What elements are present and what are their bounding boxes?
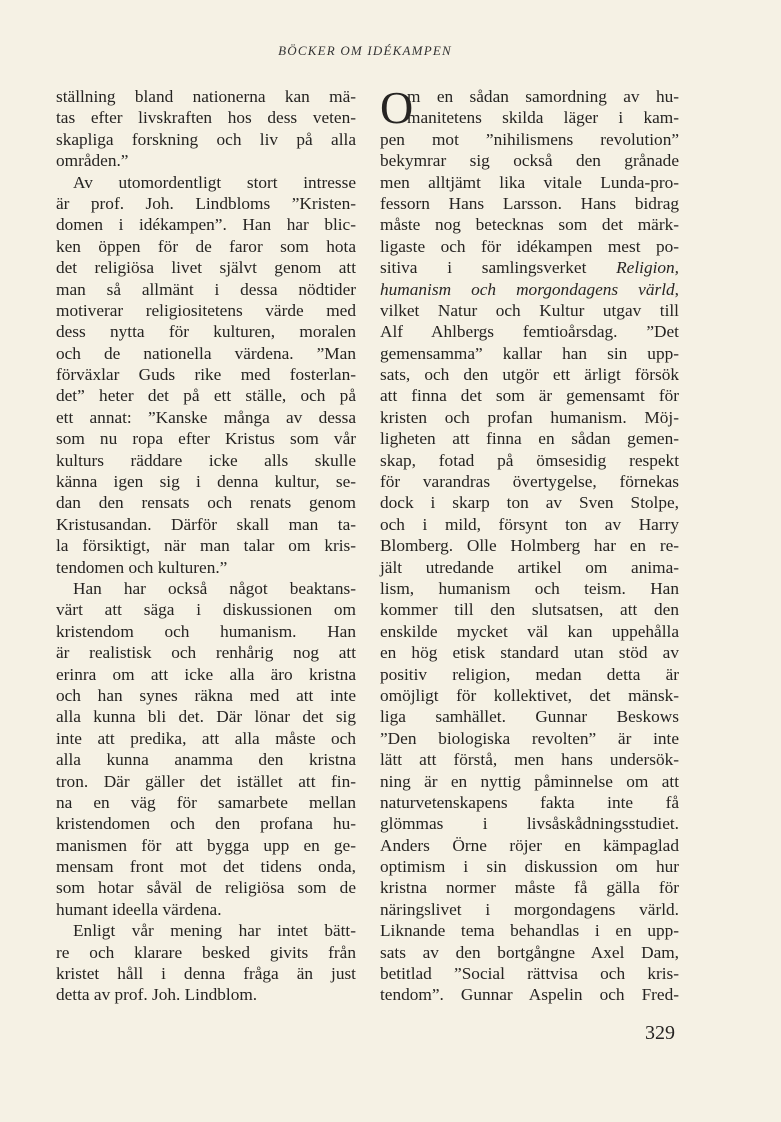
text-line: na en väg för samarbete mellan <box>56 792 356 812</box>
paragraph <box>380 82 679 1006</box>
paragraph <box>56 86 356 172</box>
text-line: ”Den biologiska revolten” är inte <box>380 728 679 748</box>
text-line: kristendom och humanism. Han <box>56 621 356 641</box>
text-line: måste nog betecknas som det märk- <box>380 215 679 235</box>
text-line: ning är en nyttig påminnelse om att <box>380 771 679 791</box>
text-line <box>380 279 679 300</box>
text-line: Liknande tema behandlas i en upp- <box>380 921 679 941</box>
text-line: mensam front mot det tidens onda, <box>56 857 356 877</box>
text-line: men alltjämt lika vitale Lunda-pro- <box>380 172 679 192</box>
text-line: förväxlar Guds rike med fosterlan- <box>56 365 356 385</box>
text-line: dan den rensats och renats genom <box>56 493 356 513</box>
page-number: 329 <box>645 1022 675 1044</box>
text-line: är prof. Joh. Lindbloms ”Kristen- <box>56 193 356 213</box>
text-line: Han har också något beaktans- <box>73 578 356 598</box>
text-line: bekymrar sig också den grånade <box>380 151 679 171</box>
text-line: inte att predika, att alla måste och <box>56 728 356 748</box>
text-line: alla kunna anamma den kristna <box>56 750 356 770</box>
text-line: gemensamma” kallar han sin upp- <box>380 343 679 363</box>
text-line: sats av den bortgångne Axel Dam, <box>380 942 679 962</box>
left-column <box>56 86 356 1006</box>
text-line: re och klarare besked givits från <box>56 942 356 962</box>
text-line: jält utredande artikel om anima- <box>380 557 679 577</box>
text-line: ställning bland nationerna kan mä- <box>56 87 356 106</box>
text-line: tendomen och kulturen.” <box>56 557 228 577</box>
text-line: humant ideella värdena. <box>56 899 222 919</box>
text-line: och i mild, försynt ton av Harry <box>380 514 679 534</box>
right-column <box>380 82 679 1006</box>
text-line: Kristusandan. Därför skall man ta- <box>56 514 356 534</box>
text-line: erinra om att icke alla äro kristna <box>56 664 356 684</box>
text-line: ligheten att finna en sådan gemen- <box>380 429 679 449</box>
text-line: omöjligt för kollektivet, det mänsk- <box>380 685 679 705</box>
text-line: dess nytta för kulturen, moralen <box>56 322 356 342</box>
text-line: enskilde mycket väl kan uppehålla <box>380 621 679 641</box>
paragraph <box>56 172 356 578</box>
text-line: lism, humanism och teism. Han <box>380 578 679 598</box>
text-line: vilket Natur och Kultur utgav till <box>380 300 679 320</box>
drop-cap: O <box>380 82 414 133</box>
text-line: alla kunna bli det. Där lönar det sig <box>56 707 356 727</box>
text-line: manitetens skilda läger i kam- <box>407 108 679 128</box>
text-line: kristna normer måste få gälla för <box>380 878 679 898</box>
paragraph <box>56 920 356 1006</box>
text-line: det” heter det på ett ställe, och på <box>56 386 356 406</box>
text-line: tron. Där gäller det istället att fin- <box>56 771 356 791</box>
text-line: som nu ropa efter Kristus som vår <box>56 429 356 449</box>
text-line: Enligt vår mening har intet bätt- <box>73 921 356 941</box>
text-line: områden.” <box>56 151 129 171</box>
text-line: och han synes räkna med att inte <box>56 685 356 705</box>
text-line: kristet håll i denna fråga än just <box>56 964 356 984</box>
text-line: motiverar religiositetens värde med <box>56 300 356 320</box>
text-line: skap, fotad på ömsesidig respekt <box>380 450 679 470</box>
text-line: m en sådan samordning av hu- <box>407 87 679 106</box>
running-header: BÖCKER OM IDÉKAMPEN <box>278 43 452 58</box>
text-line: känna igen sig i denna kultur, se- <box>56 472 356 492</box>
text-segment: , <box>674 279 679 299</box>
text-line: för varandras övertygelse, förnekas <box>380 472 679 492</box>
text-line: sats, och den utgör ett ärligt försök <box>380 365 679 385</box>
text-line: är realistisk och renhårig nog att <box>56 643 356 663</box>
text-line: betitlad ”Social rättvisa och kris- <box>380 964 679 984</box>
text-line: ken öppen för de faror som hota <box>56 236 356 256</box>
text-segment: sitiva i samlingsverket <box>380 258 617 278</box>
text-line: positiv religion, medan detta är <box>380 664 679 684</box>
text-line: Alf Ahlbergs femtioårsdag. ”Det <box>380 322 679 342</box>
text-line: lätt att förstå, men hans undersök- <box>380 750 679 770</box>
text-line: manismen för att bygga upp en ge- <box>56 835 356 855</box>
text-line: dock i skarp ton av Sven Stolpe, <box>380 493 679 513</box>
text-line: detta av prof. Joh. Lindblom. <box>56 985 258 1005</box>
text-line: Blomberg. Olle Holmberg har en re- <box>380 536 679 556</box>
text-line: kulturs räddare icke alls skulle <box>56 450 356 470</box>
text-line: Av utomordentligt stort intresse <box>73 172 356 192</box>
italic-title: Religion, <box>616 258 679 278</box>
text-line: tendom”. Gunnar Aspelin och Fred- <box>380 985 679 1005</box>
text-line: man så allmänt i dessa nödtider <box>56 279 356 299</box>
text-line: tas efter livskraften hos dess veten- <box>56 108 356 128</box>
text-line: domen i idékampen”. Han har blic- <box>56 215 356 235</box>
text-line: glömmas i livsåskådningsstudiet. <box>380 814 679 834</box>
paragraph <box>56 578 356 920</box>
text-line: naturvetenskapens fakta inte få <box>380 792 679 812</box>
italic-title: humanism och morgondagens värld <box>380 279 675 299</box>
text-line <box>380 257 679 278</box>
text-line: optimism i sin diskussion om hur <box>380 857 679 877</box>
text-line: pen mot ”nihilismens revolution” <box>380 129 679 149</box>
text-line: la försiktigt, när man talar om kris- <box>56 536 356 556</box>
text-line: att finna det som är gemensamt för <box>380 386 679 406</box>
text-line: Anders Örne röjer en kämpaglad <box>380 835 679 855</box>
text-line: liga samhället. Gunnar Beskows <box>380 707 679 727</box>
text-line: och de nationella värdena. ”Man <box>56 343 356 363</box>
text-line: kommer till den slutsatsen, att den <box>380 600 679 620</box>
text-line: kristendomen och den profana hu- <box>56 814 356 834</box>
text-line: näringslivet i morgondagens värld. <box>380 899 679 919</box>
text-line: fessorn Hans Larsson. Hans bidrag <box>380 193 679 213</box>
text-line: värt att säga i diskussionen om <box>56 600 356 620</box>
text-line: ligaste och för idékampen mest po- <box>380 236 679 256</box>
text-line: kristen och profan humanism. Möj- <box>380 407 679 427</box>
text-line: en hög etisk standard utan stöd av <box>380 643 679 663</box>
text-line: som hotar såväl de religiösa som de <box>56 878 356 898</box>
text-line: ett annat: ”Kanske många av dessa <box>56 407 356 427</box>
text-line: skapliga forskning och liv på alla <box>56 129 356 149</box>
text-line: det religiösa livet självt genom att <box>56 258 356 278</box>
